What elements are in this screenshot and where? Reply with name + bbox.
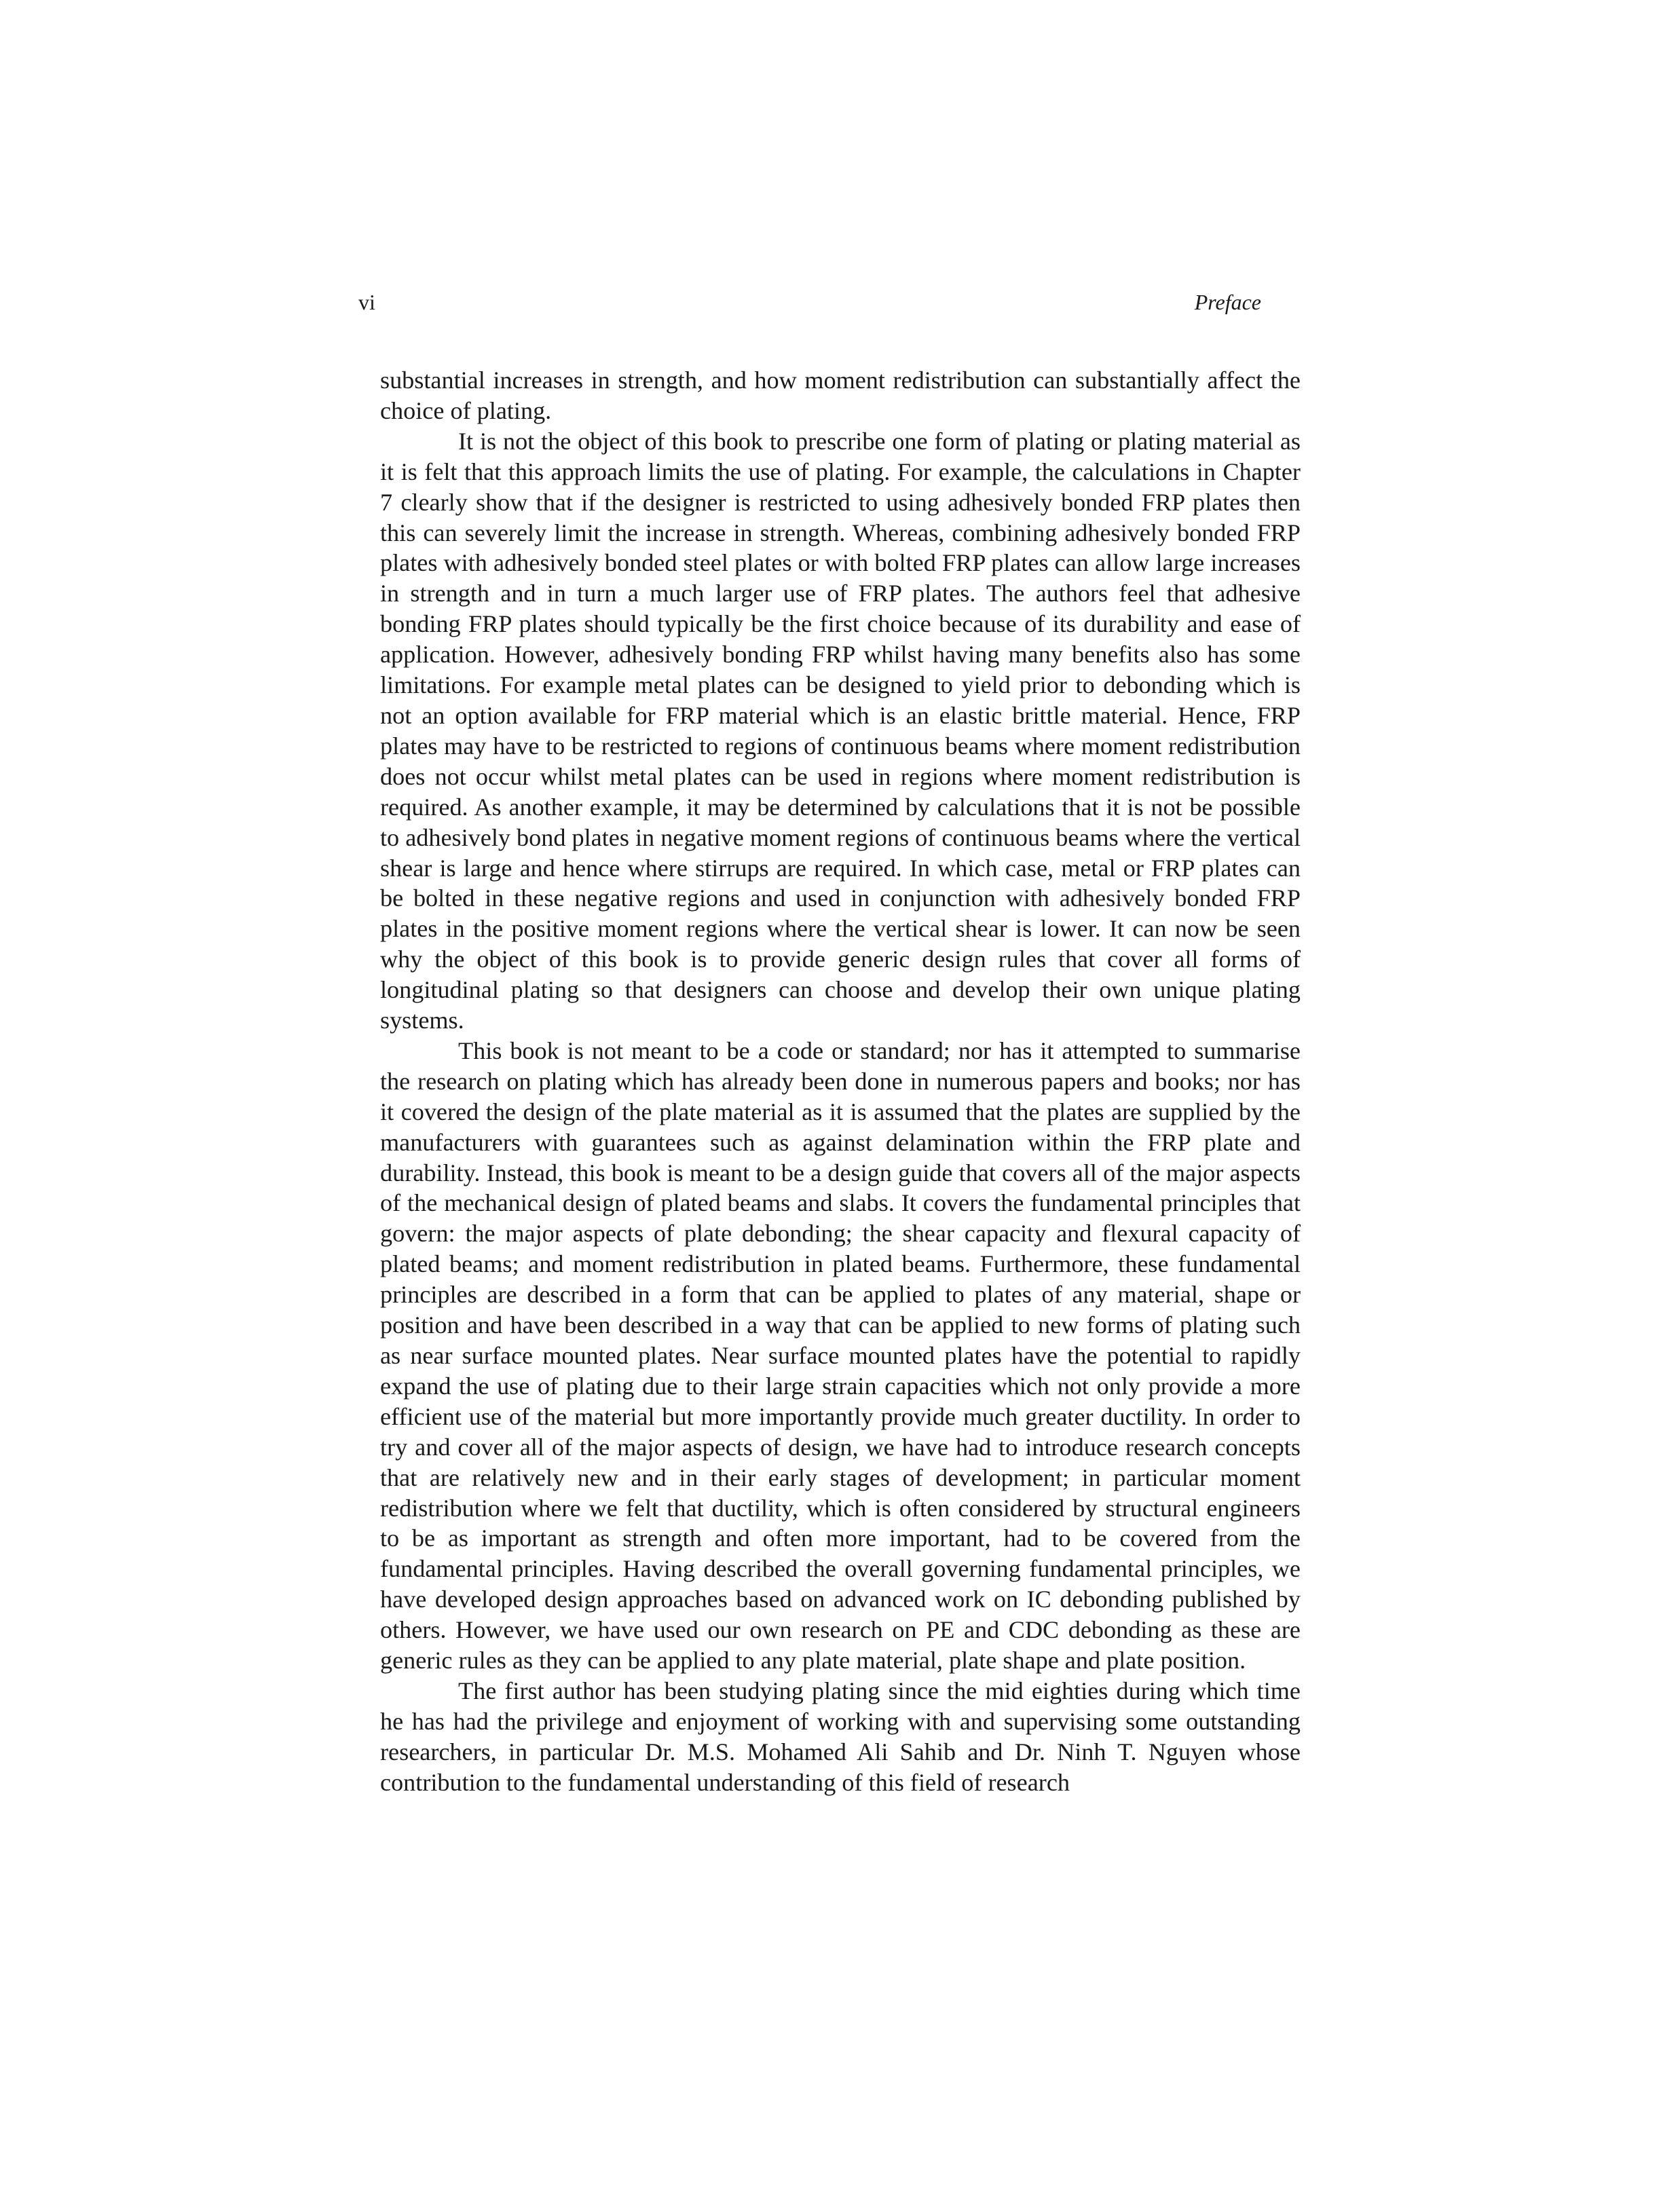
paragraph-plating-approach: It is not the object of this book to prescribe one form of plating or plating material as it is felt that this approach limits the use of plating. For example, the calculations in Chapter 7 clearly show that if the designer is restricted to using adhesively bonded FRP plates then this can severely limit the increase in strength. Whereas, combining adhesively bonded FRP plates with adhesively bonded steel plates or with bolted FRP plates can allow large increases in strength and in turn a much larger use of FRP plates. The authors feel that adhesive bonding FRP plates should typically be the first choice because of its durability and ease of application. However, adhesively bonding FRP whilst having many benefits also has some limitations. For example metal plates can be designed to yield prior to debonding which is not an option available for FRP material which is an elastic brittle material. Hence, FRP plates may have to be restricted to regions of continuous beams where moment redistribution does not occur whilst metal plates can be used in regions where moment redistribution is required. As another example, it may be determined by calculations that it is not be possible to adhesively bond plates in negative moment regions of continuous beams where the vertical shear is large and hence where stirrups are required. In which case, metal or FRP plates can be bolted in these negative regions and used in conjunction with adhesively bonded FRP plates in the positive moment regions where the vertical shear is lower. It can now be seen why the object of this book is to provide generic design rules that cover all forms of longitudinal plating so that designers can choose and develop their own unique plating systems. <box>380 427 1301 1034</box>
running-head <box>358 285 1261 319</box>
page-number: vi <box>358 290 375 314</box>
body-text <box>380 365 1301 1798</box>
paragraph-acknowledgement: The first author has been studying plating since the mid eighties during which time he has had the privilege and enjoyment of working with and supervising some outstanding researchers, in particular Dr. M.S. Mohamed Ali Sahib and Dr. Ninh T. Nguyen whose contribution to the fundamental understanding of this field of research <box>380 1677 1301 1796</box>
section-title: Preface <box>1194 290 1261 314</box>
paragraph-continuation: substantial increases in strength, and how moment redistribution can substantially affect the choice of plating. <box>380 367 1301 424</box>
paragraph-book-scope: This book is not meant to be a code or standard; nor has it attempted to summarise the research on plating which has already been done in numerous papers and books; nor has it covered the design of the plate material as it is assumed that the plates are supplied by the manufacturers with guarantees such as against delamination within the FRP plate and durability. Instead, this book is meant to be a design guide that covers all of the major aspects of the mechanical design of plated beams and slabs. It covers the fundamental principles that govern: the major aspects of plate debonding; the shear capacity and flexural capacity of plated beams; and moment redistribution in plated beams. Furthermore, these fundamental principles are described in a form that can be applied to plates of any material, shape or position and have been described in a way that can be applied to new forms of plating such as near surface mounted plates. Near surface mounted plates have the potential to rapidly expand the use of plating due to their large strain capacities which not only provide a more efficient use of the material but more importantly provide much greater ductility. In order to try and cover all of the major aspects of design, we have had to introduce research concepts that are relatively new and in their early stages of development; in particular moment redistribution where we felt that ductility, which is often considered by structural engineers to be as important as strength and often more important, had to be covered from the fundamental principles. Having described the overall governing fundamental principles, we have developed design approaches based on advanced work on IC debonding published by others. However, we have used our own research on PE and CDC debonding as these are generic rules as they can be applied to any plate material, plate shape and plate position. <box>380 1036 1301 1675</box>
